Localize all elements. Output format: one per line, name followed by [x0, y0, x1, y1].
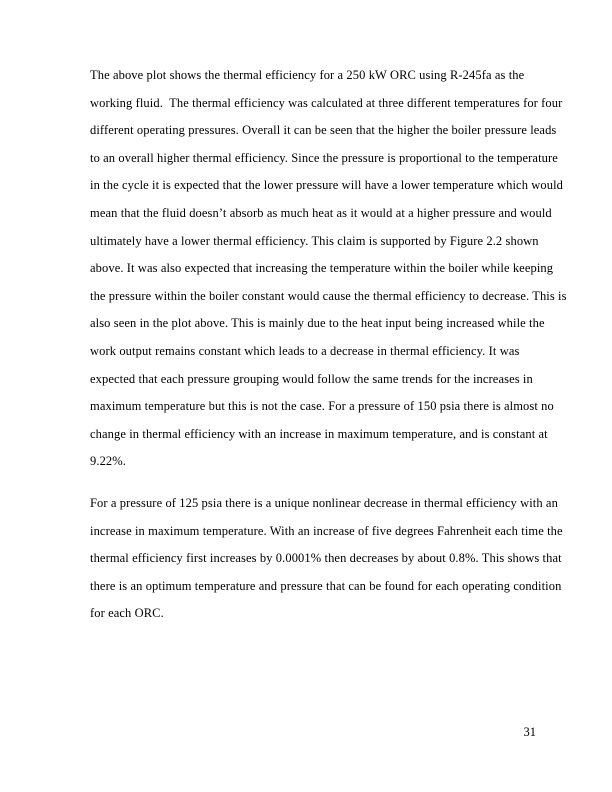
text-line: increase in maximum temperature. With an increase of five degrees Fahrenheit each time the	[90, 523, 563, 538]
text-line: work output remains constant which leads to a decrease in thermal efficiency. It was	[90, 343, 520, 358]
text-line: there is an optimum temperature and pressure that can be found for each operating condition	[90, 578, 562, 593]
text-line: different operating pressures. Overall it can be seen that the higher the boiler pressure leads	[90, 123, 557, 138]
text-line: for each ORC.	[90, 606, 164, 621]
text-line: also seen in the plot above. This is mainly due to the heat input being increased while the	[90, 316, 545, 331]
text-line: 9.22%.	[90, 454, 127, 469]
text-line: For a pressure of 125 psia there is a unique nonlinear decrease in thermal efficiency with an	[90, 495, 558, 510]
body-paragraph-2	[90, 490, 563, 628]
text-line: change in thermal efficiency with an increase in maximum temperature, and is constant at	[90, 426, 548, 441]
text-line: ultimately have a lower thermal efficiency. This claim is supported by Figure 2.2 shown	[90, 233, 539, 248]
text-line: maximum temperature but this is not the case. For a pressure of 150 psia there is almost no	[90, 399, 554, 414]
text-line: thermal efficiency first increases by 0.0001% then decreases by about 0.8%. This shows that	[90, 551, 562, 566]
document-body	[90, 62, 567, 628]
body-paragraph-1	[90, 62, 567, 476]
text-line: above. It was also expected that increasing the temperature within the boiler while keeping	[90, 261, 554, 276]
text-line: mean that the fluid doesn’t absorb as much heat as it would at a higher pressure and would	[90, 205, 552, 220]
text-line: in the cycle it is expected that the lower pressure will have a lower temperature which would	[90, 178, 564, 193]
text-line: expected that each pressure grouping would follow the same trends for the increases in	[90, 371, 533, 386]
text-line: to an overall higher thermal efficiency. Since the pressure is proportional to the temperature	[90, 150, 558, 165]
text-line: working fluid. The thermal efficiency was calculated at three different temperatures for four	[90, 95, 563, 110]
text-line: The above plot shows the thermal efficiency for a 250 kW ORC using R-245fa as the	[90, 68, 525, 82]
page-number: 31	[523, 725, 536, 739]
text-line: the pressure within the boiler constant would cause the thermal efficiency to decrease. This is	[90, 288, 567, 303]
